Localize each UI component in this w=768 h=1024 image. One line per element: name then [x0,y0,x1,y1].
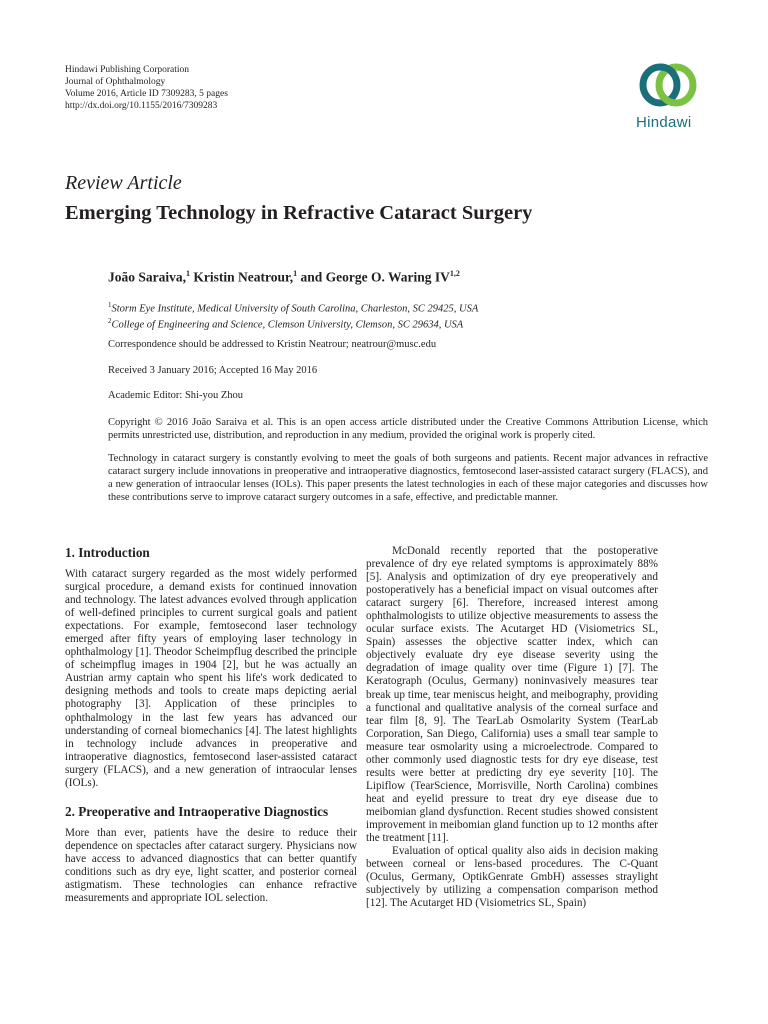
affiliation [108,299,708,316]
affiliation-text: Storm Eye Institute, Medical University of South Carolina, Charleston, SC 29425, USA [111,303,479,315]
correspondence: Correspondence should be addressed to Kristin Neatrour; neatrour@musc.edu [108,339,437,350]
right-column [366,545,658,910]
journal-name: Journal of Ophthalmology [65,77,166,87]
body-paragraph: Evaluation of optical quality also aids in decision making between corneal or lens-based procedures. The C-Quant (Oculus, Germany, OptikGenrate GmbH) assesses straylight subjectively by utilizing a compensation comparison method [12]. The Acutarget HD (Visiometrics SL, Spain) [366,845,658,910]
volume-info: Volume 2016, Article ID 7309283, 5 pages [65,89,228,99]
logo-text: Hindawi [636,114,692,131]
abstract: Technology in cataract surgery is constantly evolving to meet the goals of both surgeons and patients. Recent major advances in refractive cataract surgery include innovations in preoperative and intraoperative diagnostics, femtosecond laser-assisted cataract surgery (FLACS), and a new generation of intraocular lenses (IOLs). This paper presents the latest technologies in each of these major categories and discusses how these contributions serve to improve cataract surgery outcomes in a safe, effective, and predictable manner. [108,453,708,503]
section-heading: 2. Preoperative and Intraoperative Diagnostics [65,803,329,819]
author-affiliation-mark: 1,2 [449,269,460,278]
journal-header [65,64,228,112]
author-name: and George O. Waring IV [297,269,450,285]
body-paragraph: McDonald recently reported that the postoperative prevalence of dry eye related symptoms is approximately 88% [5]. Analysis and optimization of dry eye preoperatively and postoperatively has a beneficial impact on visual outcomes after cataract surgery [6]. Therefore, increased interest among ophthalmologists to utilize objective measurements to assess the ocular surface exists. The Acutarget HD (Visiometrics SL, Spain) assesses the objective scatter index, which can objectively evaluate dry eye disease severity using the degradation of image quality over time (Figure 1) [7]. The Keratograph (Oculus, Germany) noninvasively measures tear break up time, tear meniscus height, and meibography, providing a functional and qualitative analysis of the corneal surface and tear film [8, 9]. The TearLab Osmolarity System (TearLab Corporation, San Diego, California) uses a small tear sample to measure tear osmolarity using a microelectrode. Compared to other commonly used diagnostic tests for dry eye disease, test results were better at predicting dry eye severity [10]. The Lipiflow (TearScience, Morrisville, North Carolina) combines heat and eyelid pressure to treat dry eye disease due to meibomian gland dysfunction. Recent studies showed consistent improvement in meibomian gland function up to 12 months after the treatment [11]. [366,545,658,845]
affiliation-text: College of Engineering and Science, Clemson University, Clemson, SC 29634, USA [111,319,464,331]
article-type: Review Article [65,172,182,194]
copyright-notice: Copyright © 2016 João Saraiva et al. This is an open access article distributed under the Creative Commons Attribution License, which permits unrestricted use, distribution, and reproduction in any medium, provided the original work is properly cited. [108,417,708,441]
author-affiliation-mark: 1 [186,269,191,278]
section2-paragraph: More than ever, patients have the desire to reduce their dependence on spectacles after cataract surgery. Physicians now have access to advanced diagnostics that can better quantify conditions such as dry eye, light scatter, and posterior corneal astigmatism. These technologies can enhance refractive measurements and appropriate IOL selection. [65,826,357,905]
left-column [65,545,357,905]
affiliation-mark: 1 [108,301,112,309]
affiliation [108,315,708,332]
doi-link[interactable]: http://dx.doi.org/10.1155/2016/7309283 [65,101,218,111]
intro-paragraph: With cataract surgery regarded as the most widely performed surgical procedure, a demand exists for continued innovation and technology. The latest advances evolved through application of well-defined principles to current surgical goals and patient expectations. For example, femtosecond laser technology emerged after fifty years of employing laser technology in ophthalmology [1]. Theodor Scheimpflug described the principle of scheimpflug images in 1904 [2], but he was actually an Austrian army captain who spent his life's work dedicated to designing methods and tools to create maps depicting aerial photography [3]. Application of these principles to ophthalmology in the last few years has advanced our understanding of corneal biomechanics [4]. The latest highlights in technology include advances in preoperative and intraoperative diagnostics, femtosecond laser-assisted cataract surgery (FLACS), and a new generation of intraocular lenses (IOLs). [65,568,357,789]
academic-editor: Academic Editor: Shi-you Zhou [108,390,244,401]
publisher-name: Hindawi Publishing Corporation [65,65,190,75]
affiliation-mark: 2 [108,317,112,325]
hindawi-logo [630,60,710,131]
received-dates: Received 3 January 2016; Accepted 16 May 2016 [108,365,318,376]
author-name: João Saraiva, [108,269,187,285]
author-name: Kristin Neatrour, [190,269,294,285]
author-affiliation-mark: 1 [293,269,298,278]
author-list [108,269,460,286]
article-title: Emerging Technology in Refractive Cataract Surgery [65,202,533,224]
section-heading: 1. Introduction [65,545,150,560]
hindawi-rings-icon [636,60,700,110]
